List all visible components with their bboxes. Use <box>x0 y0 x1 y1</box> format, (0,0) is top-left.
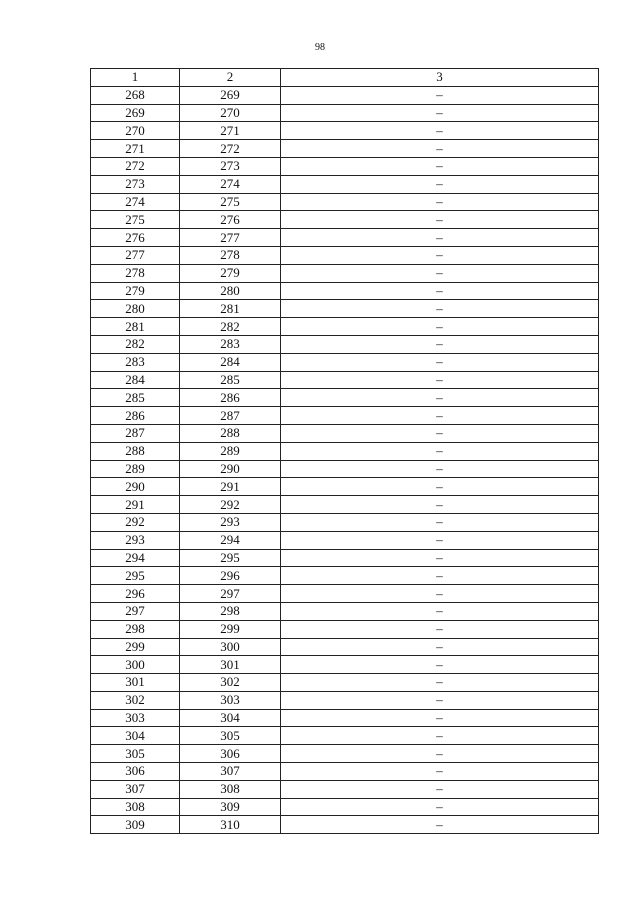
table-row <box>91 727 599 745</box>
table-cell-col-2: 310 <box>180 816 281 834</box>
table-cell-col-2: 288 <box>180 424 281 442</box>
table-cell-col-1: 272 <box>91 157 180 175</box>
table-cell-col-1: 305 <box>91 745 180 763</box>
table-row <box>91 140 599 158</box>
table-cell-col-2: 283 <box>180 335 281 353</box>
table-cell-col-3: – <box>281 531 599 549</box>
table-row <box>91 193 599 211</box>
table-cell-col-2: 296 <box>180 567 281 585</box>
table-cell-col-1: 289 <box>91 460 180 478</box>
table-cell-col-1: 298 <box>91 620 180 638</box>
table-row <box>91 371 599 389</box>
table-cell-col-1: 275 <box>91 211 180 229</box>
table-cell-col-3: – <box>281 549 599 567</box>
table-cell-col-1: 277 <box>91 246 180 264</box>
table-row <box>91 389 599 407</box>
table-row <box>91 602 599 620</box>
table-cell-col-3: – <box>281 638 599 656</box>
table-cell-col-1: 306 <box>91 763 180 781</box>
table-cell-col-3: – <box>281 816 599 834</box>
table-row <box>91 549 599 567</box>
table-cell-col-2: 276 <box>180 211 281 229</box>
table-cell-col-1: 307 <box>91 780 180 798</box>
table-cell-col-3: – <box>281 442 599 460</box>
table-cell-col-3: – <box>281 229 599 247</box>
table-row <box>91 585 599 603</box>
table-cell-col-2: 270 <box>180 104 281 122</box>
table-row <box>91 691 599 709</box>
table-cell-col-2: 303 <box>180 691 281 709</box>
table-cell-col-1: 299 <box>91 638 180 656</box>
table-row <box>91 157 599 175</box>
table-row <box>91 86 599 104</box>
table-cell-col-2: 300 <box>180 638 281 656</box>
table-cell-col-1: 278 <box>91 264 180 282</box>
table-row <box>91 335 599 353</box>
table-cell-col-3: – <box>281 602 599 620</box>
table-cell-col-1: 309 <box>91 816 180 834</box>
table-cell-col-2: 305 <box>180 727 281 745</box>
table-cell-col-3: – <box>281 460 599 478</box>
table-cell-col-1: 301 <box>91 674 180 692</box>
table-cell-col-2: 282 <box>180 318 281 336</box>
table-cell-col-2: 293 <box>180 513 281 531</box>
table-cell-col-3: – <box>281 745 599 763</box>
table-cell-col-2: 302 <box>180 674 281 692</box>
table-cell-col-2: 271 <box>180 122 281 140</box>
table-cell-col-1: 293 <box>91 531 180 549</box>
table-cell-col-1: 274 <box>91 193 180 211</box>
table-cell-col-1: 273 <box>91 175 180 193</box>
table-row <box>91 264 599 282</box>
table-cell-col-2: 295 <box>180 549 281 567</box>
table-cell-col-2: 272 <box>180 140 281 158</box>
table-cell-col-2: 289 <box>180 442 281 460</box>
table-cell-col-1: 286 <box>91 407 180 425</box>
table-cell-col-2: 285 <box>180 371 281 389</box>
table-cell-col-3: – <box>281 727 599 745</box>
table-cell-col-1: 292 <box>91 513 180 531</box>
table-cell-col-3: – <box>281 389 599 407</box>
table-cell-col-1: 300 <box>91 656 180 674</box>
table-cell-col-2: 269 <box>180 86 281 104</box>
table-cell-col-2: 277 <box>180 229 281 247</box>
table-cell-col-1: 269 <box>91 104 180 122</box>
table-header-row <box>91 69 599 87</box>
table-row <box>91 229 599 247</box>
table-row <box>91 567 599 585</box>
table-cell-col-2: 291 <box>180 478 281 496</box>
table-cell-col-3: – <box>281 264 599 282</box>
table-cell-col-1: 268 <box>91 86 180 104</box>
table-cell-col-2: 279 <box>180 264 281 282</box>
column-header-3: 3 <box>281 69 599 87</box>
table-row <box>91 211 599 229</box>
table-cell-col-3: – <box>281 424 599 442</box>
table-row <box>91 246 599 264</box>
table-cell-col-1: 288 <box>91 442 180 460</box>
table-cell-col-2: 275 <box>180 193 281 211</box>
table-cell-col-1: 271 <box>91 140 180 158</box>
table-cell-col-2: 309 <box>180 798 281 816</box>
table-cell-col-1: 294 <box>91 549 180 567</box>
table-cell-col-3: – <box>281 513 599 531</box>
data-table <box>90 68 599 834</box>
table-cell-col-1: 276 <box>91 229 180 247</box>
table-cell-col-2: 284 <box>180 353 281 371</box>
table-cell-col-3: – <box>281 122 599 140</box>
table-row <box>91 709 599 727</box>
table-cell-col-1: 295 <box>91 567 180 585</box>
table-cell-col-1: 285 <box>91 389 180 407</box>
table-cell-col-2: 307 <box>180 763 281 781</box>
table-cell-col-3: – <box>281 656 599 674</box>
table-row <box>91 122 599 140</box>
table-row <box>91 638 599 656</box>
table-cell-col-3: – <box>281 691 599 709</box>
table-cell-col-2: 297 <box>180 585 281 603</box>
table-cell-col-1: 297 <box>91 602 180 620</box>
table-cell-col-2: 294 <box>180 531 281 549</box>
table-cell-col-3: – <box>281 620 599 638</box>
table-row <box>91 460 599 478</box>
table-row <box>91 175 599 193</box>
table-cell-col-3: – <box>281 353 599 371</box>
table-cell-col-2: 298 <box>180 602 281 620</box>
table-cell-col-2: 301 <box>180 656 281 674</box>
table-cell-col-3: – <box>281 567 599 585</box>
table-cell-col-3: – <box>281 335 599 353</box>
table-row <box>91 745 599 763</box>
table-cell-col-2: 286 <box>180 389 281 407</box>
table-cell-col-3: – <box>281 780 599 798</box>
table-row <box>91 318 599 336</box>
table-row <box>91 816 599 834</box>
table-row <box>91 531 599 549</box>
table-row <box>91 282 599 300</box>
table-row <box>91 424 599 442</box>
table-cell-col-1: 303 <box>91 709 180 727</box>
table-row <box>91 674 599 692</box>
column-header-1: 1 <box>91 69 180 87</box>
table-cell-col-1: 283 <box>91 353 180 371</box>
table-cell-col-2: 306 <box>180 745 281 763</box>
table-cell-col-3: – <box>281 175 599 193</box>
table-cell-col-1: 280 <box>91 300 180 318</box>
table-cell-col-3: – <box>281 300 599 318</box>
table-cell-col-3: – <box>281 246 599 264</box>
table-cell-col-1: 308 <box>91 798 180 816</box>
table-row <box>91 442 599 460</box>
table-cell-col-1: 296 <box>91 585 180 603</box>
table-cell-col-3: – <box>281 211 599 229</box>
table-cell-col-3: – <box>281 140 599 158</box>
table-cell-col-1: 302 <box>91 691 180 709</box>
table-cell-col-1: 279 <box>91 282 180 300</box>
table-row <box>91 620 599 638</box>
table-cell-col-3: – <box>281 282 599 300</box>
table-cell-col-3: – <box>281 86 599 104</box>
table-cell-col-3: – <box>281 709 599 727</box>
table-cell-col-3: – <box>281 585 599 603</box>
table-cell-col-1: 284 <box>91 371 180 389</box>
table-cell-col-3: – <box>281 798 599 816</box>
table-cell-col-1: 304 <box>91 727 180 745</box>
table-cell-col-1: 281 <box>91 318 180 336</box>
table-cell-col-3: – <box>281 157 599 175</box>
table-cell-col-1: 287 <box>91 424 180 442</box>
table-cell-col-3: – <box>281 371 599 389</box>
table-cell-col-2: 281 <box>180 300 281 318</box>
table-cell-col-3: – <box>281 674 599 692</box>
table-cell-col-1: 270 <box>91 122 180 140</box>
table-cell-col-2: 290 <box>180 460 281 478</box>
table-row <box>91 513 599 531</box>
table-cell-col-2: 274 <box>180 175 281 193</box>
table-row <box>91 300 599 318</box>
column-header-2: 2 <box>180 69 281 87</box>
table-row <box>91 780 599 798</box>
table-row <box>91 407 599 425</box>
table-row <box>91 798 599 816</box>
table-cell-col-2: 308 <box>180 780 281 798</box>
table-cell-col-2: 304 <box>180 709 281 727</box>
table-cell-col-2: 287 <box>180 407 281 425</box>
table-cell-col-2: 299 <box>180 620 281 638</box>
table-cell-col-3: – <box>281 763 599 781</box>
table-cell-col-2: 273 <box>180 157 281 175</box>
table-cell-col-2: 278 <box>180 246 281 264</box>
table-cell-col-2: 280 <box>180 282 281 300</box>
table-row <box>91 104 599 122</box>
table-row <box>91 496 599 514</box>
table-row <box>91 656 599 674</box>
table-cell-col-3: – <box>281 193 599 211</box>
table-cell-col-3: – <box>281 496 599 514</box>
table-cell-col-1: 290 <box>91 478 180 496</box>
page-number: 98 <box>315 42 325 53</box>
table-cell-col-3: – <box>281 478 599 496</box>
table-body <box>91 86 599 833</box>
table-cell-col-3: – <box>281 407 599 425</box>
table-row <box>91 353 599 371</box>
table-cell-col-2: 292 <box>180 496 281 514</box>
table-row <box>91 478 599 496</box>
table-cell-col-1: 291 <box>91 496 180 514</box>
table-cell-col-3: – <box>281 318 599 336</box>
table-row <box>91 763 599 781</box>
table-cell-col-3: – <box>281 104 599 122</box>
table-cell-col-1: 282 <box>91 335 180 353</box>
